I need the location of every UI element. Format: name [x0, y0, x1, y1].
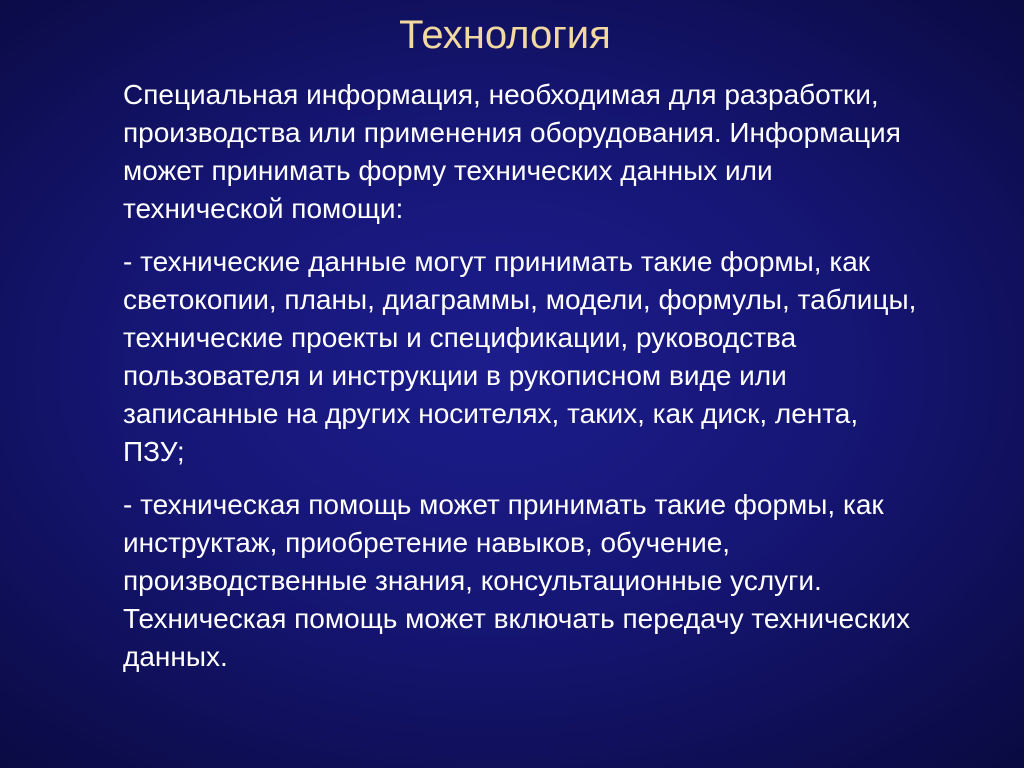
slide-title: Технология: [399, 13, 611, 57]
paragraph-technical-assistance: - техническая помощь может принимать такие формы, как инструктаж, приобретение навыков, обучение, производственные знания, консультационные услуги. Техническая помощь может включать передачу технических данных.: [123, 489, 911, 672]
slide-body: [123, 76, 1013, 691]
paragraph-technical-data: - технические данные могут принимать такие формы, как светокопии, планы, диаграммы, модели, формулы, таблицы, технические проекты и спецификации, руководства пользователя и инструкции в рукописном виде или записанные на других носителях, таких, как диск, лента, ПЗУ;: [123, 246, 917, 467]
paragraph-definition: Специальная информация, необходимая для разработки, производства или применения оборудования. Информация может принимать форму технических данных или технической помощи:: [123, 79, 901, 224]
